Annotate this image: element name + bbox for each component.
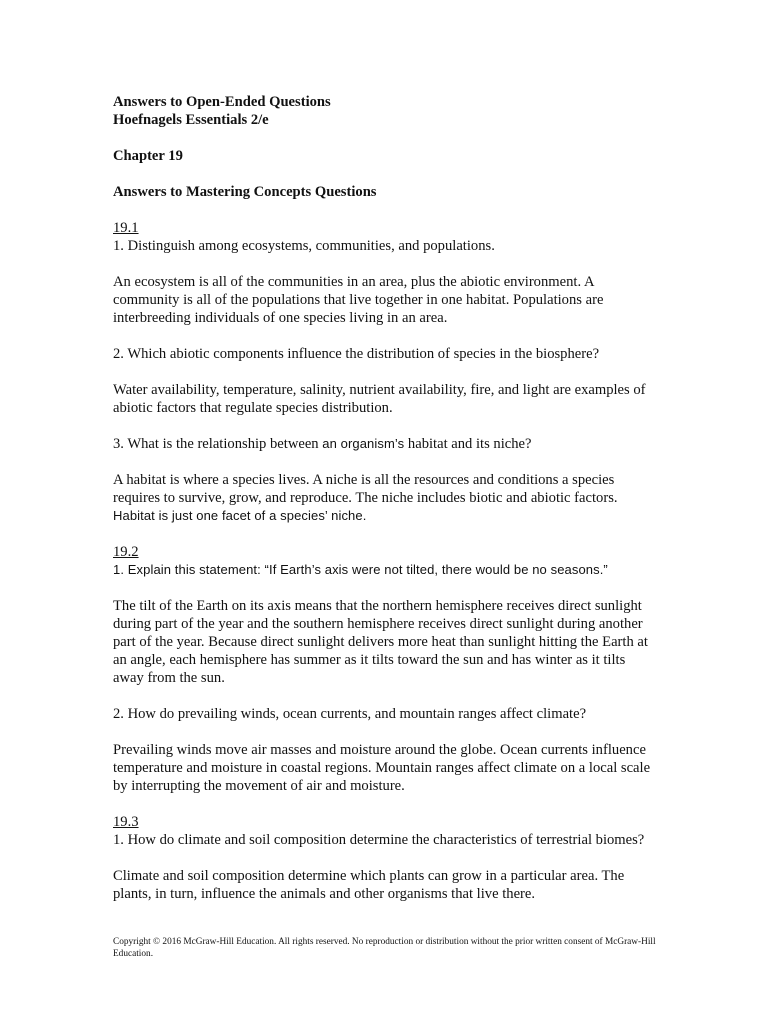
answer-text: Habitat is just one facet of a species’ niche. <box>113 508 367 523</box>
question-text: 3. What is the relationship between <box>113 436 323 452</box>
section-number-19-2: 19.2 <box>113 544 139 560</box>
question-19-1-3 <box>113 435 658 453</box>
answer-19-1-3 <box>113 471 658 525</box>
book-title: Hoefnagels Essentials 2/e <box>113 112 269 128</box>
answer-text: A habitat is where a species lives. A niche is all the resources and conditions a species requires to survive, grow, and reproduce. The niche includes biotic and abiotic factors. <box>113 472 618 506</box>
answer-19-2-2: Prevailing winds move air masses and moisture around the globe. Ocean currents influence temperature and moisture in coastal regions. Mountain ranges affect climate on a local scale by interrupting the movement of air and moisture. <box>113 742 651 794</box>
document-title: Answers to Open-Ended Questions <box>113 94 331 110</box>
chapter-heading: Chapter 19 <box>113 148 183 164</box>
document-body <box>113 93 658 903</box>
answer-19-1-2: Water availability, temperature, salinity, nutrient availability, fire, and light are examples of abiotic factors that regulate species distribution. <box>113 382 646 416</box>
question-text: habitat and its niche? <box>404 436 532 452</box>
question-text: an organism’s <box>322 436 405 451</box>
answer-19-3-1: Climate and soil composition determine which plants can grow in a particular area. The plants, in turn, influence the animals and other organisms that live there. <box>113 868 625 902</box>
question-19-2-2: 2. How do prevailing winds, ocean currents, and mountain ranges affect climate? <box>113 706 587 722</box>
question-19-3-1: 1. How do climate and soil composition determine the characteristics of terrestrial biomes? <box>113 832 645 848</box>
question-19-1-2: 2. Which abiotic components influence the distribution of species in the biosphere? <box>113 346 600 362</box>
question-19-1-1: 1. Distinguish among ecosystems, communities, and populations. <box>113 238 495 254</box>
section-number-19-1: 19.1 <box>113 220 139 236</box>
answer-19-2-1: The tilt of the Earth on its axis means that the northern hemisphere receives direct sunlight during part of the year and the southern hemisphere receives direct sunlight during another part of the year. Because direct sunlight delivers more heat than sunlight hitting the Earth at an angle, each hemisphere has summer as it tilts toward the sun and has winter as it tilts away from the sun. <box>113 598 648 686</box>
section-heading: Answers to Mastering Concepts Questions <box>113 184 377 200</box>
question-19-2-1: 1. Explain this statement: “If Earth’s axis were not tilted, there would be no seasons.” <box>113 562 608 577</box>
section-number-19-3: 19.3 <box>113 814 139 830</box>
answer-19-1-1: An ecosystem is all of the communities in an area, plus the abiotic environment. A community is all of the populations that live together in one habitat. Populations are interbreeding individuals of one species living in an area. <box>113 274 604 326</box>
copyright-footer: Copyright © 2016 McGraw-Hill Education. All rights reserved. No reproduction or distribution without the prior written consent of McGraw-Hill Education. <box>113 937 656 959</box>
